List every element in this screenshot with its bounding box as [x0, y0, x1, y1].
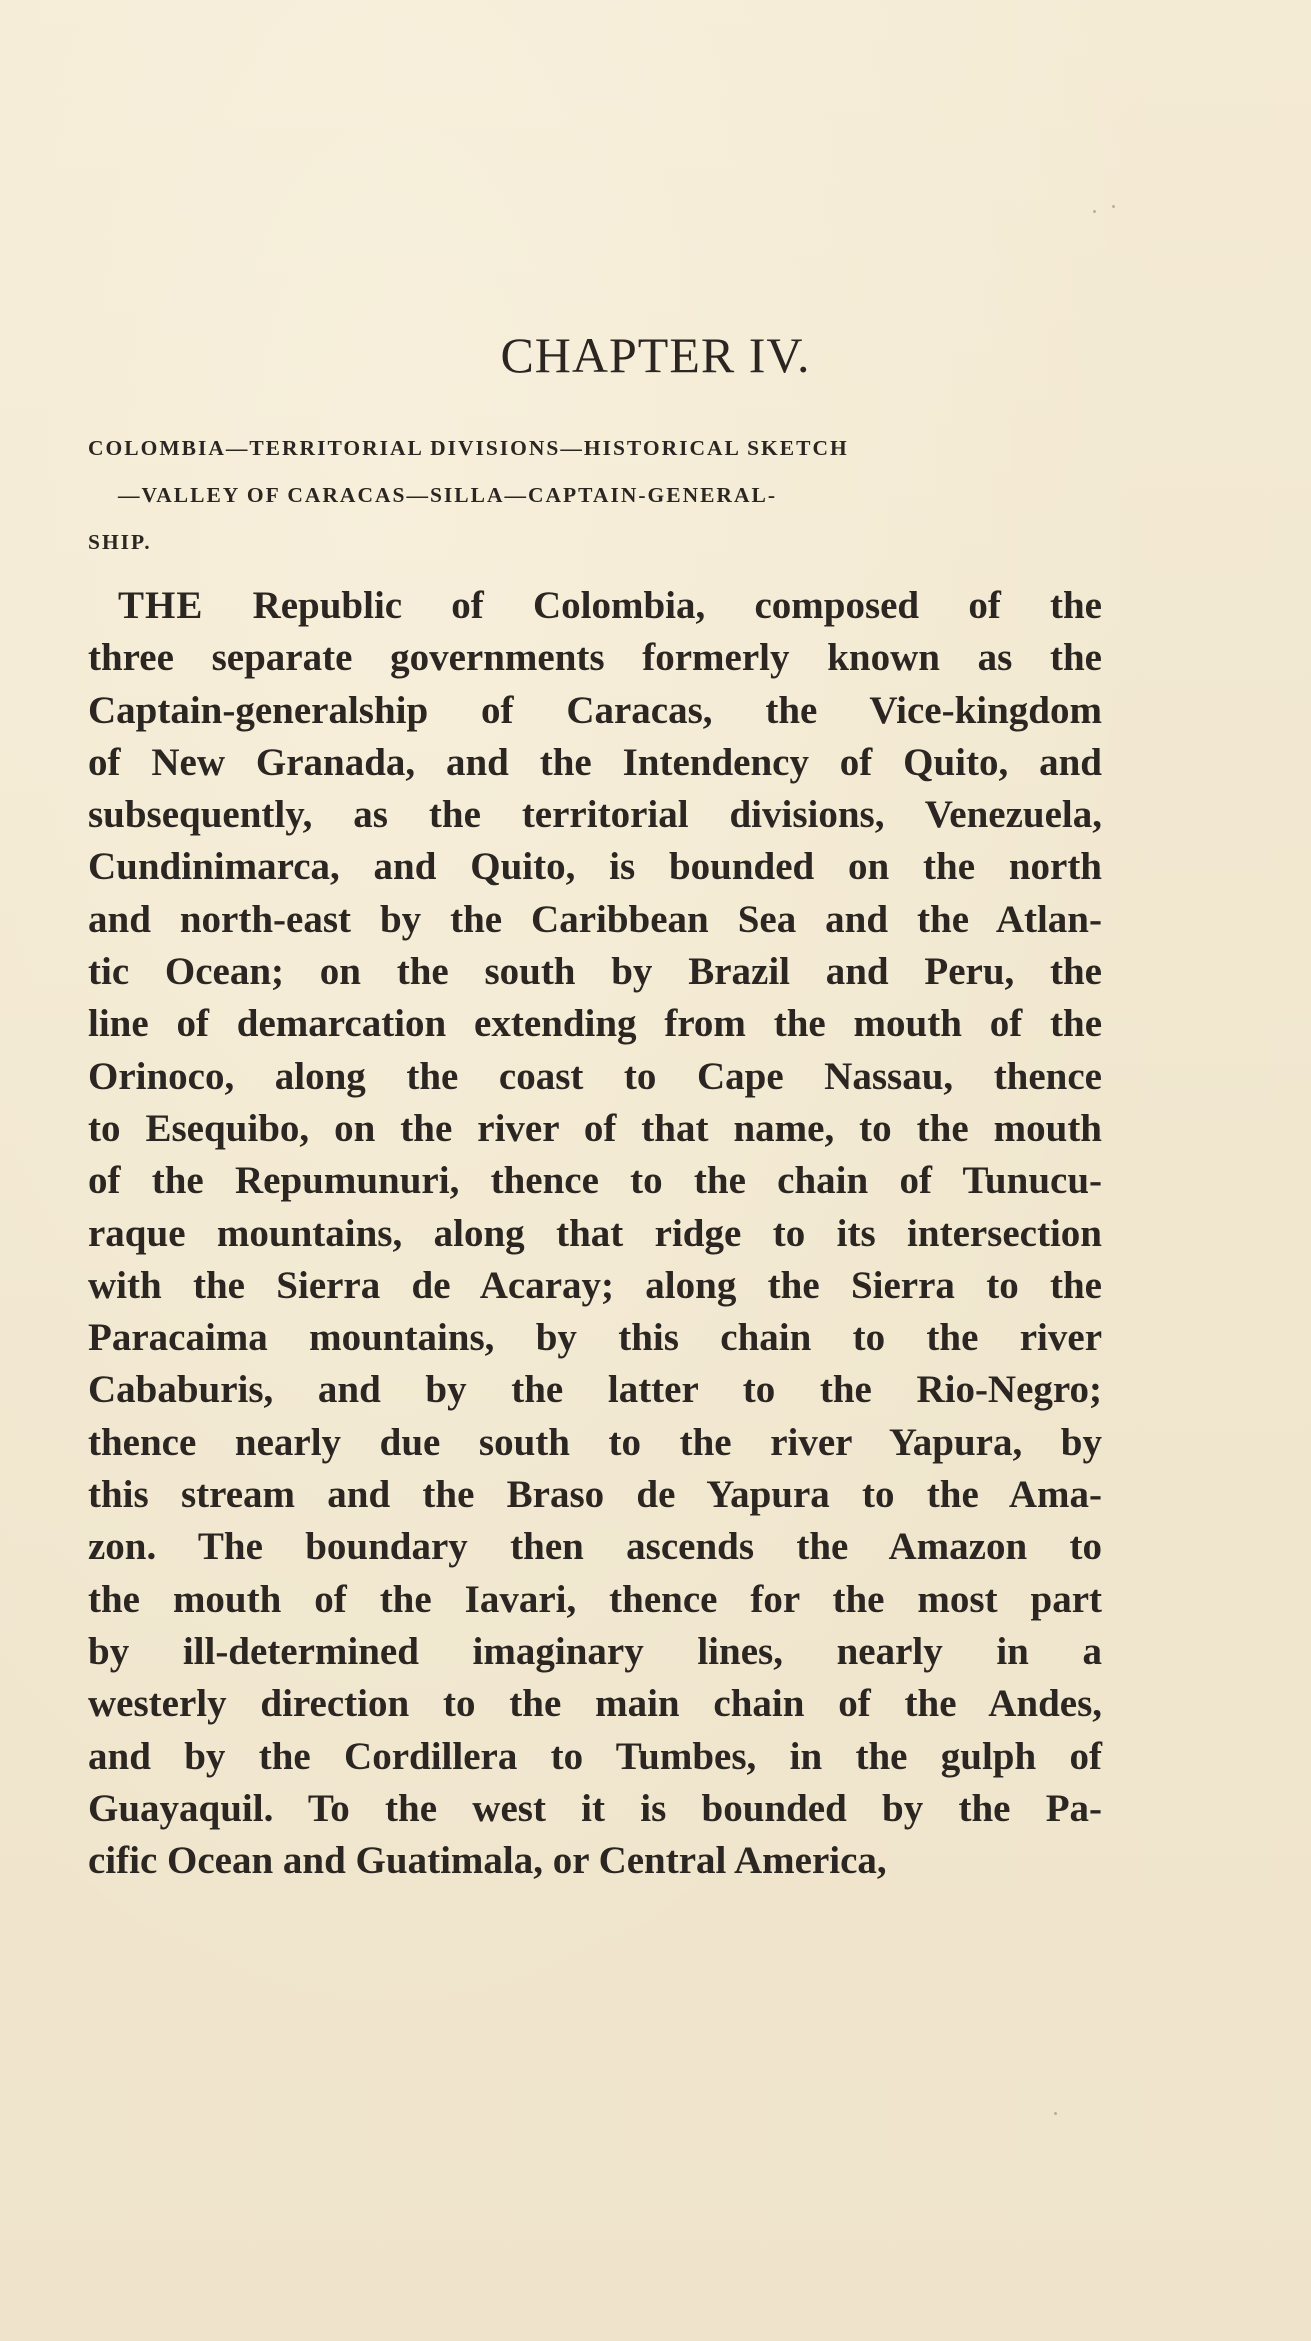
body-line: Cundinimarca, and Quito, is bounded on the north	[88, 845, 1102, 889]
body-line: tic Ocean; on the south by Brazil and Peru, the	[88, 950, 1102, 994]
body-line: the mouth of the Iavari, thence for the most part	[88, 1577, 1102, 1621]
body-line: line of demarcation extending from the mouth of the	[88, 1002, 1102, 1046]
body-line-text: Republic of Colombia, composed of the	[203, 584, 1102, 627]
paper-speck	[1093, 210, 1096, 213]
body-line: subsequently, as the territorial divisions, Venezuela,	[88, 793, 1102, 837]
summary-line: —VALLEY OF CARACAS—SILLA—CAPTAIN-GENERAL-	[118, 483, 777, 507]
chapter-summary	[88, 425, 1102, 566]
body-line: of New Granada, and the Intendency of Quito, and	[88, 740, 1102, 784]
body-line: to Esequibo, on the river of that name, to the mouth	[88, 1106, 1102, 1150]
summary-line: SHIP.	[88, 530, 152, 554]
paper-speck	[1112, 205, 1115, 208]
body-line-first	[88, 580, 1102, 632]
body-line: westerly direction to the main chain of the Andes,	[88, 1682, 1102, 1726]
body-line: Cababuris, and by the latter to the Rio-Negro;	[88, 1368, 1102, 1412]
body-line: of the Repumunuri, thence to the chain of Tunucu-	[88, 1159, 1102, 1203]
body-line: and by the Cordillera to Tumbes, in the gulph of	[88, 1734, 1102, 1778]
body-line: cific Ocean and Guatimala, or Central America,	[88, 1839, 887, 1883]
body-line: zon. The boundary then ascends the Amazon to	[88, 1525, 1102, 1569]
opening-word: THE	[118, 584, 204, 627]
body-line: raque mountains, along that ridge to its intersection	[88, 1211, 1102, 1255]
body-line: Orinoco, along the coast to Cape Nassau, thence	[88, 1054, 1102, 1098]
body-line: by ill-determined imaginary lines, nearly in a	[88, 1629, 1102, 1673]
summary-line: COLOMBIA—TERRITORIAL DIVISIONS—HISTORICAL SKETCH	[88, 436, 849, 460]
body-line: this stream and the Braso de Yapura to the Ama-	[88, 1473, 1102, 1517]
paper-speck	[1054, 2112, 1057, 2115]
body-line: Paracaima mountains, by this chain to the river	[88, 1316, 1102, 1360]
body-line: Captain-generalship of Caracas, the Vice-kingdom	[88, 688, 1102, 732]
chapter-heading: CHAPTER IV.	[500, 327, 811, 383]
body-line: thence nearly due south to the river Yapura, by	[88, 1420, 1102, 1464]
body-line: and north-east by the Caribbean Sea and the Atlan-	[88, 897, 1102, 941]
body-line: three separate governments formerly known as the	[88, 636, 1102, 680]
body-line: Guayaquil. To the west it is bounded by the Pa-	[88, 1786, 1102, 1830]
chapter-body-text	[88, 580, 1102, 1887]
body-line: with the Sierra de Acaray; along the Sierra to the	[88, 1263, 1102, 1307]
